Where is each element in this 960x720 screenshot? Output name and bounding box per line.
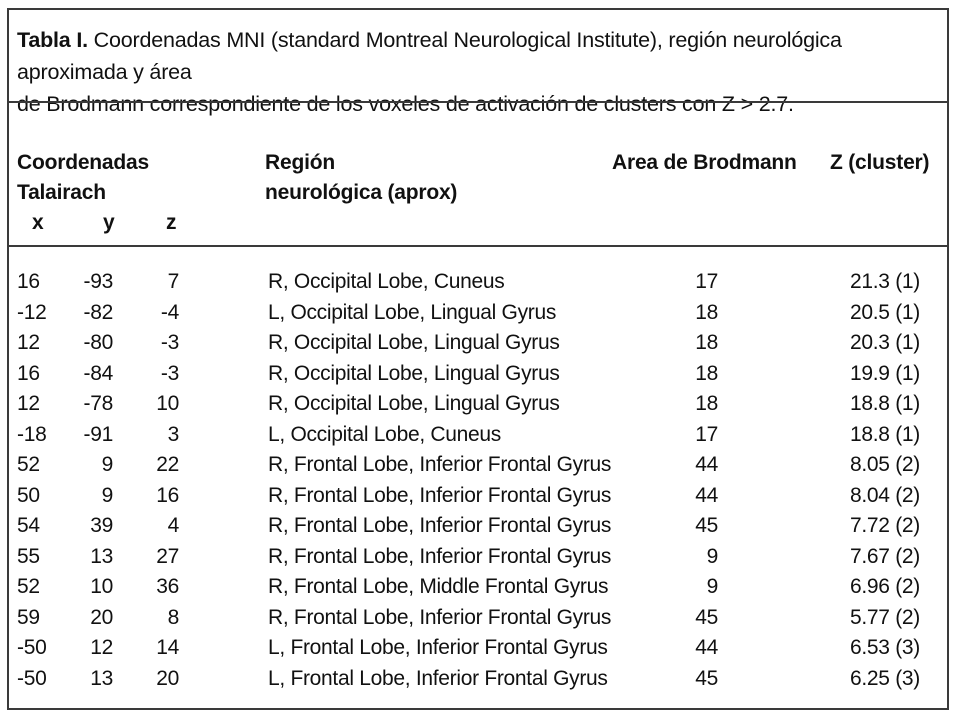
cell-region: L, Occipital Lobe, Cuneus bbox=[268, 422, 501, 446]
header-coordinates-line2: Talairach bbox=[17, 181, 106, 204]
header-x: x bbox=[32, 211, 44, 234]
cell-zcluster: 19.9 (1) bbox=[850, 361, 920, 385]
header-region bbox=[265, 148, 457, 208]
cell-region: R, Frontal Lobe, Inferior Frontal Gyrus bbox=[268, 453, 612, 476]
cell-region: R, Frontal Lobe, Inferior Frontal Gyrus bbox=[268, 544, 612, 568]
cell-zcluster: 7.72 (2) bbox=[850, 514, 920, 537]
cell-y: -80 bbox=[83, 331, 113, 354]
cell-x: 52 bbox=[17, 575, 40, 598]
table-row bbox=[0, 575, 960, 606]
cell-x: 16 bbox=[17, 361, 40, 385]
cell-z: 10 bbox=[156, 392, 179, 415]
cell-y: -84 bbox=[83, 361, 113, 385]
header-coordinates bbox=[17, 148, 149, 208]
cell-region: L, Occipital Lobe, Lingual Gyrus bbox=[268, 300, 557, 324]
cell-y: 10 bbox=[90, 575, 113, 598]
cell-region: R, Frontal Lobe, Inferior Frontal Gyrus bbox=[268, 514, 612, 537]
header-z: z bbox=[166, 211, 177, 234]
cell-y: 20 bbox=[90, 605, 113, 629]
table-row bbox=[0, 636, 960, 667]
cell-brodmann: 45 bbox=[695, 514, 718, 537]
header-region-line1: Región bbox=[265, 151, 335, 174]
cell-zcluster: 6.53 (3) bbox=[850, 636, 920, 659]
table-row bbox=[0, 392, 960, 423]
table-row bbox=[0, 270, 960, 301]
cell-brodmann: 45 bbox=[695, 666, 718, 690]
cell-brodmann: 44 bbox=[695, 636, 718, 659]
cell-z: 16 bbox=[156, 483, 179, 507]
header-region-line2: neurológica (aprox) bbox=[265, 181, 458, 204]
cell-region: R, Occipital Lobe, Lingual Gyrus bbox=[268, 361, 560, 385]
cell-zcluster: 8.04 (2) bbox=[850, 483, 920, 507]
cell-x: 55 bbox=[17, 544, 40, 568]
table-row bbox=[0, 667, 960, 698]
cell-zcluster: 18.8 (1) bbox=[850, 392, 920, 415]
cell-y: 12 bbox=[90, 636, 113, 659]
cell-region: R, Frontal Lobe, Inferior Frontal Gyrus bbox=[268, 483, 612, 507]
header-divider bbox=[9, 245, 947, 247]
cell-zcluster: 7.67 (2) bbox=[850, 544, 920, 568]
cell-x: -12 bbox=[17, 300, 47, 324]
cell-y: 9 bbox=[101, 483, 113, 507]
cell-z: 4 bbox=[167, 514, 179, 537]
table-row bbox=[0, 301, 960, 332]
caption-label: Tabla I. bbox=[17, 28, 88, 52]
cell-zcluster: 20.3 (1) bbox=[850, 331, 920, 354]
cell-zcluster: 5.77 (2) bbox=[850, 605, 920, 629]
cell-brodmann: 17 bbox=[695, 422, 718, 446]
cell-z: 8 bbox=[167, 605, 179, 629]
cell-region: R, Occipital Lobe, Lingual Gyrus bbox=[268, 392, 560, 415]
cell-brodmann: 44 bbox=[695, 453, 718, 476]
cell-x: 50 bbox=[17, 483, 40, 507]
cell-x: -50 bbox=[17, 666, 47, 690]
table-row bbox=[0, 362, 960, 393]
cell-x: -18 bbox=[17, 422, 47, 446]
cell-brodmann: 9 bbox=[706, 544, 718, 568]
cell-brodmann: 18 bbox=[695, 361, 718, 385]
cell-y: -78 bbox=[83, 392, 113, 415]
cell-x: -50 bbox=[17, 636, 47, 659]
cell-zcluster: 6.96 (2) bbox=[850, 575, 920, 598]
cell-z: 27 bbox=[156, 544, 179, 568]
header-y: y bbox=[103, 211, 115, 234]
table-row bbox=[0, 514, 960, 545]
cell-z: -3 bbox=[160, 361, 179, 385]
cell-region: R, Occipital Lobe, Cuneus bbox=[268, 270, 505, 293]
cell-brodmann: 17 bbox=[695, 270, 718, 293]
caption-line2: de Brodmann correspondiente de los voxeles de activación de clusters con Z > 2.7. bbox=[17, 92, 794, 116]
cell-zcluster: 6.25 (3) bbox=[850, 666, 920, 690]
cell-zcluster: 18.8 (1) bbox=[850, 422, 920, 446]
caption-line1: Coordenadas MNI (standard Montreal Neurological Institute), región neurológica aproximada y área bbox=[17, 28, 842, 84]
cell-y: 13 bbox=[90, 544, 113, 568]
cell-region: R, Occipital Lobe, Lingual Gyrus bbox=[268, 331, 560, 354]
cell-brodmann: 44 bbox=[695, 483, 718, 507]
cell-z: -3 bbox=[160, 331, 179, 354]
cell-brodmann: 18 bbox=[695, 331, 718, 354]
header-coordinates-line1: Coordenadas bbox=[17, 151, 149, 174]
cell-brodmann: 18 bbox=[695, 300, 718, 324]
cell-z: 7 bbox=[167, 270, 179, 293]
cell-y: -91 bbox=[83, 422, 113, 446]
cell-zcluster: 8.05 (2) bbox=[850, 453, 920, 476]
table-row bbox=[0, 545, 960, 576]
cell-region: L, Frontal Lobe, Inferior Frontal Gyrus bbox=[268, 636, 608, 659]
cell-brodmann: 18 bbox=[695, 392, 718, 415]
cell-z: 36 bbox=[156, 575, 179, 598]
cell-brodmann: 9 bbox=[706, 575, 718, 598]
cell-z: 14 bbox=[156, 636, 179, 659]
cell-z: 20 bbox=[156, 666, 179, 690]
table-caption bbox=[17, 24, 937, 120]
table-row bbox=[0, 453, 960, 484]
cell-z: 22 bbox=[156, 453, 179, 476]
cell-x: 16 bbox=[17, 270, 40, 293]
cell-y: 9 bbox=[101, 453, 113, 476]
cell-zcluster: 21.3 (1) bbox=[850, 270, 920, 293]
table-row bbox=[0, 331, 960, 362]
header-brodmann: Area de Brodmann bbox=[612, 151, 797, 174]
caption-divider bbox=[9, 101, 947, 103]
cell-x: 52 bbox=[17, 453, 40, 476]
cell-region: R, Frontal Lobe, Middle Frontal Gyrus bbox=[268, 575, 609, 598]
cell-x: 12 bbox=[17, 331, 40, 354]
table-row bbox=[0, 606, 960, 637]
cell-zcluster: 20.5 (1) bbox=[850, 300, 920, 324]
cell-region: L, Frontal Lobe, Inferior Frontal Gyrus bbox=[268, 666, 608, 690]
cell-region: R, Frontal Lobe, Inferior Frontal Gyrus bbox=[268, 605, 612, 629]
cell-z: -4 bbox=[160, 300, 179, 324]
table-body bbox=[0, 270, 960, 697]
cell-x: 54 bbox=[17, 514, 40, 537]
header-zcluster: Z (cluster) bbox=[830, 151, 930, 174]
cell-x: 12 bbox=[17, 392, 40, 415]
table-row bbox=[0, 484, 960, 515]
cell-y: -93 bbox=[83, 270, 113, 293]
cell-brodmann: 45 bbox=[695, 605, 718, 629]
cell-z: 3 bbox=[167, 422, 179, 446]
table-row bbox=[0, 423, 960, 454]
cell-y: 39 bbox=[90, 514, 113, 537]
cell-y: -82 bbox=[83, 300, 113, 324]
cell-x: 59 bbox=[17, 605, 40, 629]
cell-y: 13 bbox=[90, 666, 113, 690]
